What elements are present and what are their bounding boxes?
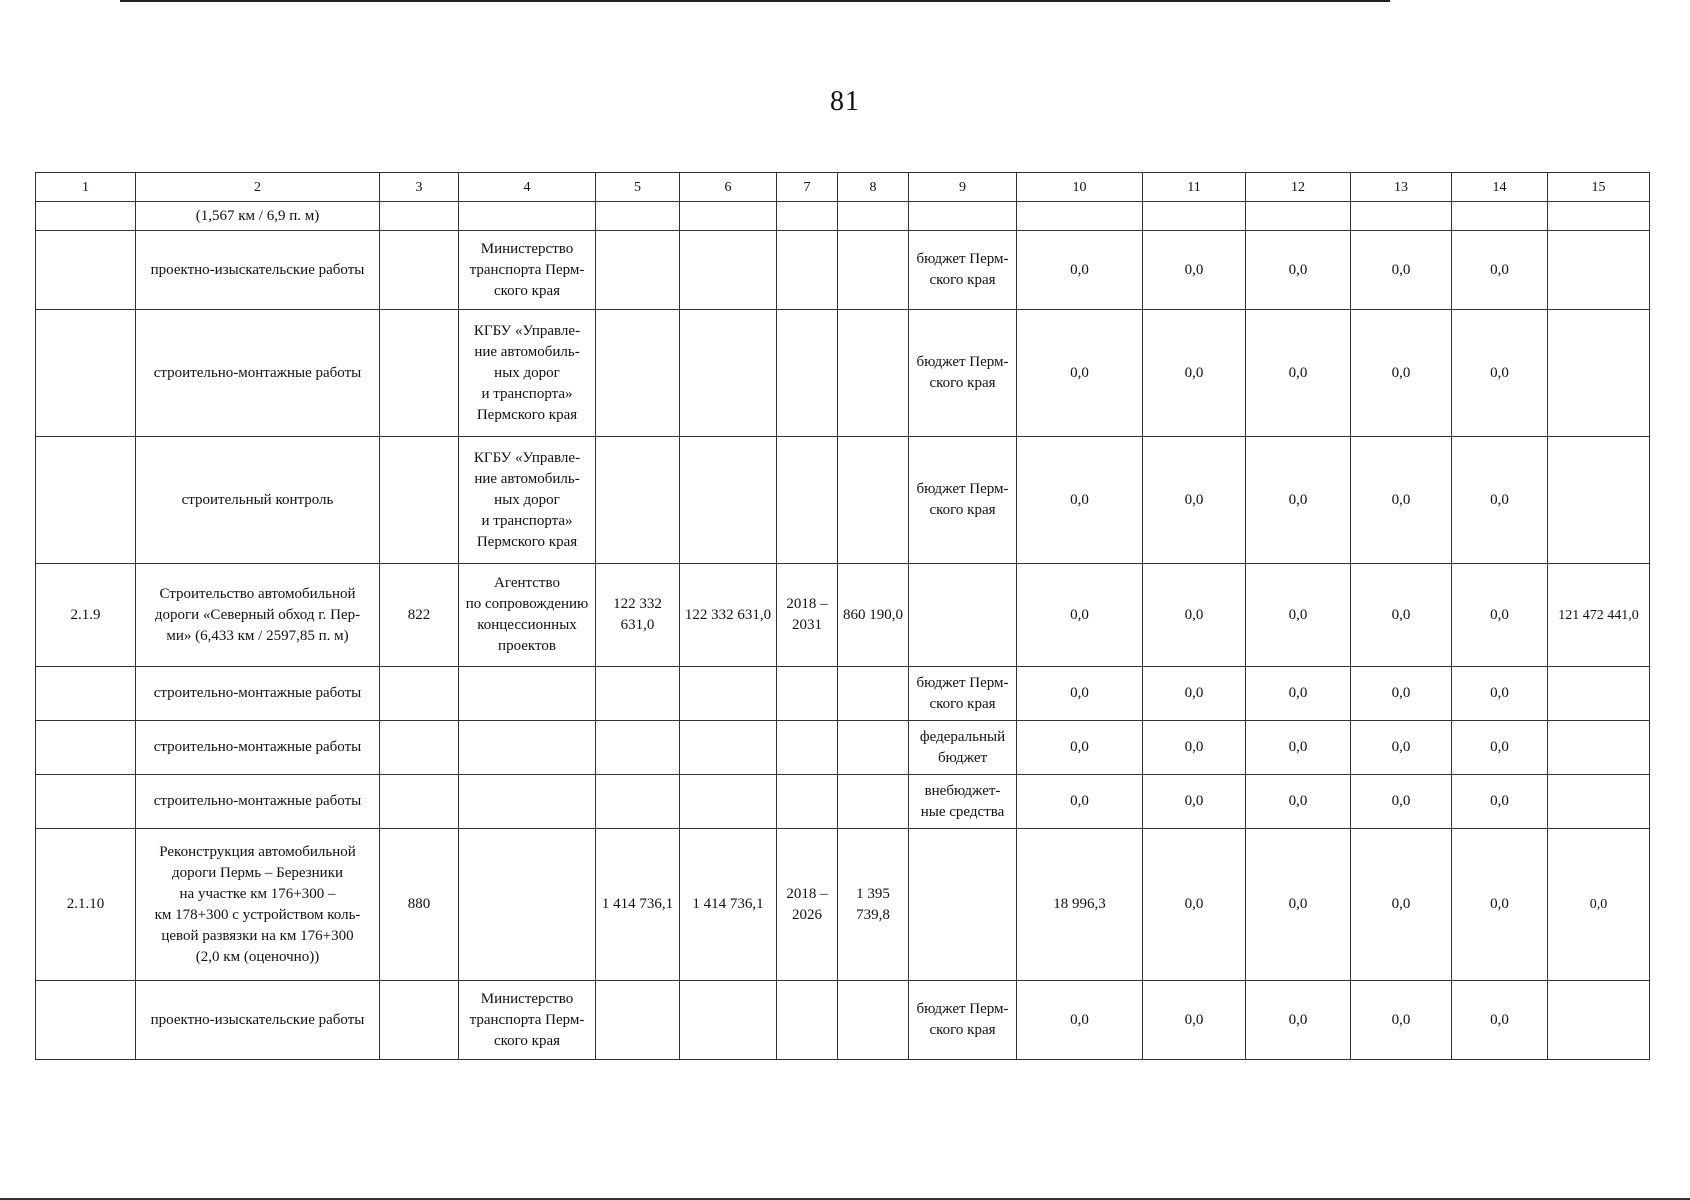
- column-number-9: 9: [909, 173, 1017, 202]
- table-cell-col-4: [459, 202, 596, 231]
- table-cell-col-14: 0,0: [1452, 829, 1548, 981]
- table-cell-col-14: 0,0: [1452, 564, 1548, 667]
- table-cell-col-10: 0,0: [1017, 231, 1143, 310]
- table-cell-col-5: 122 332 631,0: [596, 564, 680, 667]
- table-cell-col-6: 1 414 736,1: [680, 829, 777, 981]
- table-cell-col-5: [596, 231, 680, 310]
- table-cell-col-8: [838, 721, 909, 775]
- column-number-5: 5: [596, 173, 680, 202]
- table-row: [36, 564, 1650, 667]
- table-cell-col-7: [777, 437, 838, 564]
- table-cell-col-2: проектно-изыскательские работы: [136, 231, 380, 310]
- table-cell-col-4: КГБУ «Управле- ние автомобиль- ных дорог и транспорта» Пермского края: [459, 437, 596, 564]
- table-cell-col-1: 2.1.10: [36, 829, 136, 981]
- table-cell-col-7: [777, 231, 838, 310]
- table-cell-col-8: 1 395 739,8: [838, 829, 909, 981]
- table-cell-col-3: [380, 981, 459, 1060]
- table-cell-col-9: [909, 564, 1017, 667]
- table-cell-col-11: 0,0: [1143, 437, 1246, 564]
- table-cell-col-4: Министерство транспорта Перм- ского края: [459, 231, 596, 310]
- column-number-2: 2: [136, 173, 380, 202]
- table-cell-col-7: [777, 775, 838, 829]
- table-cell-col-15: [1548, 667, 1650, 721]
- column-number-13: 13: [1351, 173, 1452, 202]
- table-cell-col-8: 860 190,0: [838, 564, 909, 667]
- table-cell-col-12: 0,0: [1246, 775, 1351, 829]
- table-cell-col-14: 0,0: [1452, 981, 1548, 1060]
- table-cell-col-5: 1 414 736,1: [596, 829, 680, 981]
- table-cell-col-3: [380, 667, 459, 721]
- table-cell-col-5: [596, 202, 680, 231]
- table-cell-col-15: [1548, 981, 1650, 1060]
- table-cell-col-6: [680, 310, 777, 437]
- table-cell-col-11: 0,0: [1143, 231, 1246, 310]
- table-cell-col-8: [838, 231, 909, 310]
- table-cell-col-2: строительно-монтажные работы: [136, 667, 380, 721]
- table-cell-col-3: 880: [380, 829, 459, 981]
- table-cell-col-3: [380, 231, 459, 310]
- column-number-12: 12: [1246, 173, 1351, 202]
- column-number-15: 15: [1548, 173, 1650, 202]
- table-row: [36, 310, 1650, 437]
- table-cell-col-8: [838, 775, 909, 829]
- table-cell-col-13: 0,0: [1351, 231, 1452, 310]
- column-number-11: 11: [1143, 173, 1246, 202]
- table-cell-col-6: [680, 775, 777, 829]
- table-cell-col-9: [909, 829, 1017, 981]
- table-header-row: [36, 173, 1650, 202]
- table-cell-col-10: 0,0: [1017, 981, 1143, 1060]
- table-cell-col-14: [1452, 202, 1548, 231]
- column-number-8: 8: [838, 173, 909, 202]
- table-cell-col-4: КГБУ «Управле- ние автомобиль- ных дорог и транспорта» Пермского края: [459, 310, 596, 437]
- table-cell-col-5: [596, 667, 680, 721]
- table-cell-col-5: [596, 775, 680, 829]
- table-cell-col-13: 0,0: [1351, 564, 1452, 667]
- column-number-3: 3: [380, 173, 459, 202]
- table-cell-col-10: 18 996,3: [1017, 829, 1143, 981]
- table-cell-col-11: 0,0: [1143, 775, 1246, 829]
- table-cell-col-11: 0,0: [1143, 667, 1246, 721]
- table-cell-col-14: 0,0: [1452, 437, 1548, 564]
- table-cell-col-3: [380, 775, 459, 829]
- table-cell-col-1: [36, 437, 136, 564]
- top-border-line: [120, 0, 1390, 2]
- table-cell-col-9: бюджет Перм- ского края: [909, 667, 1017, 721]
- table-cell-col-12: 0,0: [1246, 667, 1351, 721]
- table-cell-col-10: 0,0: [1017, 437, 1143, 564]
- table-cell-col-2: строительно-монтажные работы: [136, 775, 380, 829]
- table-cell-col-8: [838, 437, 909, 564]
- table-cell-col-10: [1017, 202, 1143, 231]
- table-cell-col-7: 2018 – 2031: [777, 564, 838, 667]
- table-cell-col-7: [777, 981, 838, 1060]
- table-cell-col-8: [838, 667, 909, 721]
- table-cell-col-2: (1,567 км / 6,9 п. м): [136, 202, 380, 231]
- table-cell-col-15: [1548, 202, 1650, 231]
- table-cell-col-2: проектно-изыскательские работы: [136, 981, 380, 1060]
- table-cell-col-6: [680, 721, 777, 775]
- table-row: [36, 721, 1650, 775]
- table-cell-col-6: 122 332 631,0: [680, 564, 777, 667]
- table-cell-col-12: 0,0: [1246, 829, 1351, 981]
- table-cell-col-11: 0,0: [1143, 310, 1246, 437]
- table-cell-col-10: 0,0: [1017, 310, 1143, 437]
- column-number-1: 1: [36, 173, 136, 202]
- table-cell-col-14: 0,0: [1452, 667, 1548, 721]
- table-cell-col-3: [380, 202, 459, 231]
- table-cell-col-10: 0,0: [1017, 667, 1143, 721]
- table-cell-col-9: федеральный бюджет: [909, 721, 1017, 775]
- table-cell-col-5: [596, 437, 680, 564]
- table-cell-col-2: строительно-монтажные работы: [136, 310, 380, 437]
- table-cell-col-1: [36, 981, 136, 1060]
- page-number: 81: [830, 86, 860, 117]
- column-number-4: 4: [459, 173, 596, 202]
- table-cell-col-9: [909, 202, 1017, 231]
- column-number-14: 14: [1452, 173, 1548, 202]
- table-cell-col-11: 0,0: [1143, 981, 1246, 1060]
- table-cell-col-7: [777, 721, 838, 775]
- budget-table: [35, 172, 1650, 1060]
- table-cell-col-4: Агентство по сопровождению концессионных проектов: [459, 564, 596, 667]
- table-row: [36, 775, 1650, 829]
- table-cell-col-1: [36, 721, 136, 775]
- table-cell-col-5: [596, 310, 680, 437]
- table-cell-col-6: [680, 981, 777, 1060]
- table-cell-col-6: [680, 437, 777, 564]
- table-cell-col-13: 0,0: [1351, 437, 1452, 564]
- table-cell-col-15: [1548, 775, 1650, 829]
- table-cell-col-13: 0,0: [1351, 775, 1452, 829]
- table-cell-col-8: [838, 981, 909, 1060]
- table-cell-col-1: 2.1.9: [36, 564, 136, 667]
- table-cell-col-9: бюджет Перм- ского края: [909, 231, 1017, 310]
- table-cell-col-7: [777, 310, 838, 437]
- table-cell-col-7: [777, 667, 838, 721]
- table-cell-col-3: [380, 437, 459, 564]
- table-row: [36, 829, 1650, 981]
- table-cell-col-15: 121 472 441,0: [1548, 564, 1650, 667]
- table-cell-col-4: [459, 667, 596, 721]
- table-cell-col-8: [838, 310, 909, 437]
- table-cell-col-4: Министерство транспорта Перм- ского края: [459, 981, 596, 1060]
- table-row: [36, 981, 1650, 1060]
- table-cell-col-15: [1548, 231, 1650, 310]
- table-cell-col-12: 0,0: [1246, 981, 1351, 1060]
- table-row: [36, 202, 1650, 231]
- table-cell-col-4: [459, 775, 596, 829]
- table-cell-col-6: [680, 667, 777, 721]
- table-cell-col-13: 0,0: [1351, 667, 1452, 721]
- table-cell-col-11: 0,0: [1143, 829, 1246, 981]
- table-cell-col-14: 0,0: [1452, 310, 1548, 437]
- table-cell-col-2: Реконструкция автомобильной дороги Пермь – Березники на участке км 176+300 – км 178+300 с устройством коль- цевой развязки на км 176+300 (2,0 км (оценочно)): [136, 829, 380, 981]
- table-row: [36, 667, 1650, 721]
- table-cell-col-2: Строительство автомобильной дороги «Северный обход г. Пер- ми» (6,433 км / 2597,85 п. м): [136, 564, 380, 667]
- table-cell-col-6: [680, 231, 777, 310]
- table-cell-col-10: 0,0: [1017, 721, 1143, 775]
- table-cell-col-4: [459, 829, 596, 981]
- table-cell-col-1: [36, 667, 136, 721]
- table-cell-col-10: 0,0: [1017, 564, 1143, 667]
- table-cell-col-15: 0,0: [1548, 829, 1650, 981]
- table-cell-col-9: бюджет Перм- ского края: [909, 437, 1017, 564]
- table-cell-col-1: [36, 310, 136, 437]
- table-cell-col-14: 0,0: [1452, 775, 1548, 829]
- table-cell-col-13: 0,0: [1351, 981, 1452, 1060]
- table-cell-col-7: [777, 202, 838, 231]
- table-cell-col-13: [1351, 202, 1452, 231]
- table-cell-col-13: 0,0: [1351, 829, 1452, 981]
- table-cell-col-1: [36, 202, 136, 231]
- table-cell-col-8: [838, 202, 909, 231]
- table-cell-col-13: 0,0: [1351, 310, 1452, 437]
- table-cell-col-12: 0,0: [1246, 721, 1351, 775]
- table-cell-col-12: 0,0: [1246, 564, 1351, 667]
- table-row: [36, 231, 1650, 310]
- table-cell-col-2: строительно-монтажные работы: [136, 721, 380, 775]
- table-cell-col-13: 0,0: [1351, 721, 1452, 775]
- table-cell-col-12: [1246, 202, 1351, 231]
- column-number-6: 6: [680, 173, 777, 202]
- table-cell-col-9: внебюджет- ные средства: [909, 775, 1017, 829]
- table-cell-col-12: 0,0: [1246, 231, 1351, 310]
- table-cell-col-5: [596, 721, 680, 775]
- table-cell-col-7: 2018 – 2026: [777, 829, 838, 981]
- table-cell-col-15: [1548, 310, 1650, 437]
- table-cell-col-5: [596, 981, 680, 1060]
- table-cell-col-10: 0,0: [1017, 775, 1143, 829]
- column-number-7: 7: [777, 173, 838, 202]
- table-cell-col-4: [459, 721, 596, 775]
- table-cell-col-1: [36, 231, 136, 310]
- table-cell-col-14: 0,0: [1452, 231, 1548, 310]
- table-cell-col-11: 0,0: [1143, 564, 1246, 667]
- table-cell-col-6: [680, 202, 777, 231]
- table-cell-col-15: [1548, 437, 1650, 564]
- table-cell-col-3: 822: [380, 564, 459, 667]
- table-cell-col-15: [1548, 721, 1650, 775]
- table-cell-col-9: бюджет Перм- ского края: [909, 310, 1017, 437]
- table-row: [36, 437, 1650, 564]
- table-cell-col-11: 0,0: [1143, 721, 1246, 775]
- column-number-10: 10: [1017, 173, 1143, 202]
- table-cell-col-12: 0,0: [1246, 310, 1351, 437]
- table-cell-col-11: [1143, 202, 1246, 231]
- table-cell-col-2: строительный контроль: [136, 437, 380, 564]
- table-cell-col-14: 0,0: [1452, 721, 1548, 775]
- table-cell-col-3: [380, 310, 459, 437]
- table-cell-col-3: [380, 721, 459, 775]
- table-cell-col-1: [36, 775, 136, 829]
- table-cell-col-12: 0,0: [1246, 437, 1351, 564]
- table-cell-col-9: бюджет Перм- ского края: [909, 981, 1017, 1060]
